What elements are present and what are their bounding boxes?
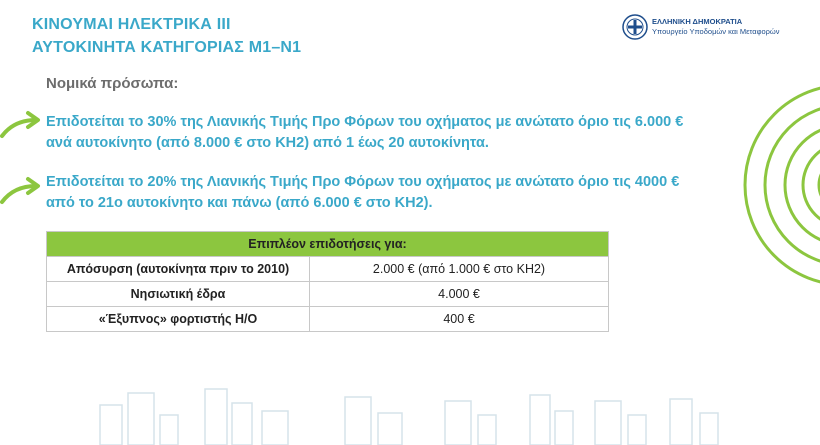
logo-line-1: ΕΛΛΗΝΙΚΗ ΔΗΜΟΚΡΑΤΙΑ (652, 17, 743, 26)
ministry-logo (622, 14, 780, 40)
row-label: Νησιωτική έδρα (47, 282, 310, 307)
table-row (47, 307, 609, 332)
table-row (47, 282, 609, 307)
city-skyline-decoration (0, 385, 820, 445)
slide-title (32, 13, 301, 59)
green-arrow-icon (0, 110, 44, 140)
row-value: 400 € (310, 307, 609, 332)
logo-line-2: Υπουργείο Υποδομών και Μεταφορών (652, 27, 780, 36)
table-row (47, 257, 609, 282)
row-label: «Έξυπνος» φορτιστής Η/Ο (47, 307, 310, 332)
greek-seal-icon (622, 14, 648, 40)
extra-subsidies-table (46, 231, 609, 332)
row-label: Απόσυρση (αυτοκίνητα πριν το 2010) (47, 257, 310, 282)
title-line-2: ΑΥΤΟΚΙΝΗΤΑ ΚΑΤΗΓΟΡΙΑΣ Μ1–Ν1 (32, 39, 302, 56)
table-header: Επιπλέον επιδοτήσεις για: (47, 232, 609, 257)
green-arrow-icon (0, 176, 44, 206)
subsidy-paragraph-1: Επιδοτείται το 30% της Λιανικής Τιμής Προ Φόρων του οχήματος με ανώτατο όριο τις 6.000 € ανά αυτοκίνητο (από 8.000 € στο ΚΗ2) από 1 έως 20 αυτοκίνητα. (46, 114, 684, 151)
section-heading: Νομικά πρόσωπα: (46, 75, 179, 92)
title-line-1: ΚΙΝΟΥΜΑΙ ΗΛΕΚΤΡΙΚΑ ΙΙΙ (32, 16, 231, 33)
concentric-circles-decoration (740, 80, 820, 290)
subsidy-paragraph-2: Επιδοτείται το 20% της Λιανικής Τιμής Προ Φόρων του οχήματος με ανώτατο όριο τις 4000 € από το 21ο αυτοκίνητο και πάνω (από 6.000 € στο ΚΗ2). (46, 174, 680, 211)
row-value: 4.000 € (310, 282, 609, 307)
row-value: 2.000 € (από 1.000 € στο ΚΗ2) (310, 257, 609, 282)
